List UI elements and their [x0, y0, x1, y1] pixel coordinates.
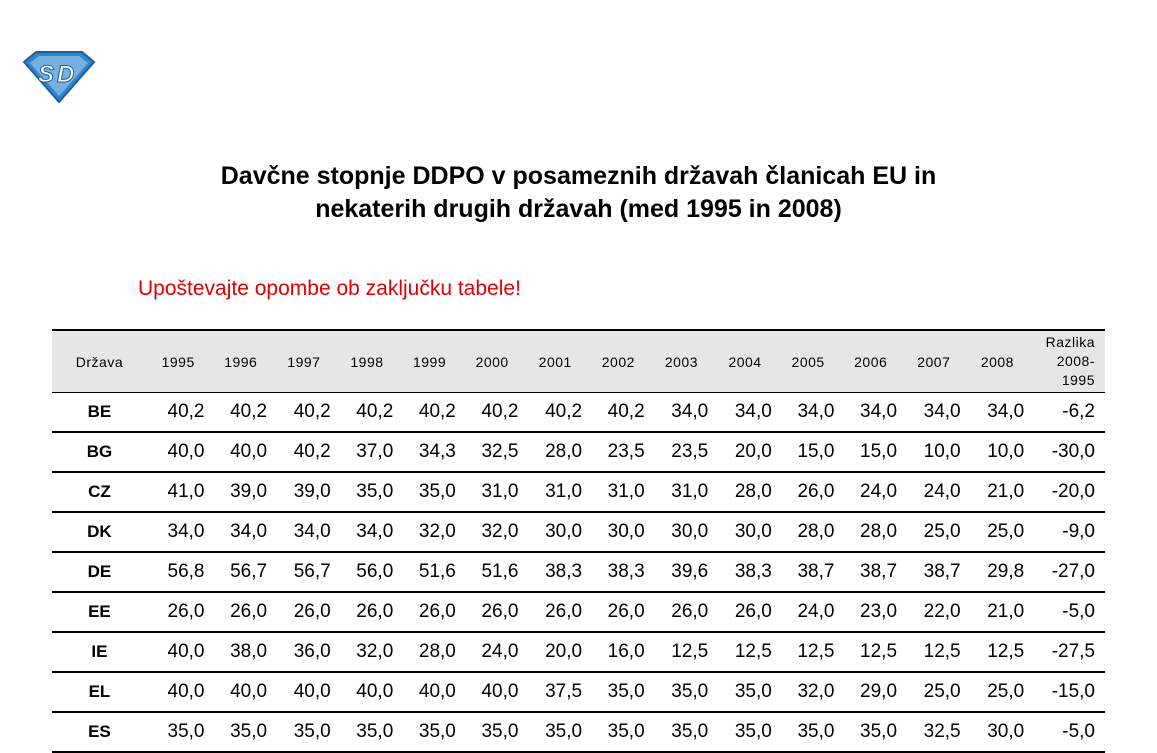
table-row: [52, 632, 1105, 672]
rate-cell: 24,0: [777, 592, 840, 632]
country-code: EE: [52, 592, 147, 632]
svg-text:S: S: [38, 61, 55, 88]
rate-cell: 34,3: [398, 432, 461, 472]
rate-cell: 39,6: [650, 552, 714, 592]
rate-cell: 15,0: [839, 432, 902, 472]
difference-cell: -15,0: [1029, 672, 1105, 712]
rate-cell: 40,2: [209, 393, 272, 433]
table-row: [52, 672, 1105, 712]
table-row: [52, 472, 1105, 512]
rate-cell: 31,0: [523, 472, 587, 512]
rate-cell: 40,2: [336, 393, 399, 433]
rate-cell: 32,0: [777, 672, 840, 712]
rate-cell: 31,0: [650, 472, 714, 512]
rate-cell: 20,0: [523, 632, 587, 672]
rate-cell: 34,0: [713, 393, 777, 433]
rate-cell: 40,0: [209, 432, 272, 472]
header-year: 1996: [209, 330, 272, 393]
rate-cell: 32,0: [461, 512, 524, 552]
table-row: [52, 712, 1105, 752]
rate-cell: 38,3: [587, 552, 650, 592]
rate-cell: 21,0: [966, 592, 1030, 632]
rate-cell: 40,0: [147, 632, 210, 672]
header-difference-line: Razlika: [1045, 334, 1095, 350]
rate-cell: 36,0: [272, 632, 336, 672]
rate-cell: 12,5: [966, 632, 1030, 672]
rate-cell: 35,0: [587, 672, 650, 712]
rate-cell: 34,0: [839, 393, 902, 433]
rate-cell: 35,0: [839, 712, 902, 752]
rate-cell: 20,0: [713, 432, 777, 472]
rate-cell: 25,0: [966, 512, 1030, 552]
rate-cell: 35,0: [398, 472, 461, 512]
rate-cell: 16,0: [587, 632, 650, 672]
rate-cell: 29,8: [966, 552, 1030, 592]
header-difference: [1029, 330, 1105, 393]
rate-cell: 35,0: [147, 712, 210, 752]
rate-cell: 26,0: [523, 592, 587, 632]
rate-cell: 28,0: [777, 512, 840, 552]
rate-cell: 35,0: [713, 712, 777, 752]
title-line-1: Davčne stopnje DDPO v posameznih državah članicah EU in: [220, 162, 937, 190]
rate-cell: 35,0: [650, 712, 714, 752]
rate-cell: 26,0: [336, 592, 399, 632]
header-year: 2007: [902, 330, 966, 393]
header-year: 2000: [461, 330, 524, 393]
rate-cell: 24,0: [839, 472, 902, 512]
title-line-2: nekaterih drugih državah (med 1995 in 2008): [315, 195, 842, 223]
rate-cell: 35,0: [209, 712, 272, 752]
country-code: IE: [52, 632, 147, 672]
rate-cell: 38,7: [777, 552, 840, 592]
rate-cell: 31,0: [587, 472, 650, 512]
rate-cell: 32,0: [336, 632, 399, 672]
rate-cell: 23,5: [587, 432, 650, 472]
difference-cell: -6,2: [1029, 393, 1105, 433]
rate-cell: 40,2: [272, 393, 336, 433]
rate-cell: 35,0: [777, 712, 840, 752]
note-text: Upoštevajte opombe ob zaključku tabele!: [138, 277, 521, 300]
header-year: 2002: [587, 330, 650, 393]
header-country: Država: [52, 330, 147, 393]
difference-cell: -5,0: [1029, 712, 1105, 752]
rate-cell: 34,0: [650, 393, 714, 433]
table-row: [52, 393, 1105, 433]
rate-cell: 38,3: [713, 552, 777, 592]
rate-cell: 12,5: [839, 632, 902, 672]
rate-cell: 26,0: [209, 592, 272, 632]
rate-cell: 34,0: [209, 512, 272, 552]
rate-cell: 39,0: [272, 472, 336, 512]
rate-cell: 12,5: [777, 632, 840, 672]
rate-cell: 24,0: [902, 472, 966, 512]
table-row: [52, 512, 1105, 552]
country-code: DK: [52, 512, 147, 552]
rate-cell: 30,0: [713, 512, 777, 552]
difference-cell: -5,0: [1029, 592, 1105, 632]
rate-cell: 35,0: [336, 472, 399, 512]
difference-cell: -27,5: [1029, 632, 1105, 672]
rate-cell: 12,5: [902, 632, 966, 672]
table-row: [52, 592, 1105, 632]
rate-cell: 40,2: [147, 393, 210, 433]
rate-cell: 40,0: [461, 672, 524, 712]
rate-cell: 26,0: [398, 592, 461, 632]
rate-cell: 26,0: [461, 592, 524, 632]
header-year: 2003: [650, 330, 714, 393]
rate-cell: 41,0: [147, 472, 210, 512]
rate-cell: 25,0: [902, 512, 966, 552]
rate-cell: 29,0: [839, 672, 902, 712]
header-year: 2006: [839, 330, 902, 393]
rate-cell: 40,2: [272, 432, 336, 472]
rate-cell: 40,2: [398, 393, 461, 433]
rate-cell: 26,0: [777, 472, 840, 512]
rate-cell: 38,3: [523, 552, 587, 592]
rate-cell: 25,0: [966, 672, 1030, 712]
rate-cell: 40,0: [147, 672, 210, 712]
header-year: 2004: [713, 330, 777, 393]
table-row: [52, 432, 1105, 472]
table-header-row: [52, 330, 1105, 393]
rate-cell: 28,0: [523, 432, 587, 472]
rate-cell: 21,0: [966, 472, 1030, 512]
rate-cell: 28,0: [398, 632, 461, 672]
rate-cell: 34,0: [147, 512, 210, 552]
rate-cell: 40,2: [461, 393, 524, 433]
rate-cell: 26,0: [147, 592, 210, 632]
tax-rate-table: [52, 329, 1105, 753]
rate-cell: 34,0: [902, 393, 966, 433]
header-difference-line: 1995: [1061, 372, 1095, 388]
header-year: 1999: [398, 330, 461, 393]
rate-cell: 56,0: [336, 552, 399, 592]
country-code: BE: [52, 393, 147, 433]
header-year: 1998: [336, 330, 399, 393]
header-year: 1997: [272, 330, 336, 393]
rate-cell: 40,0: [209, 672, 272, 712]
rate-cell: 37,5: [523, 672, 587, 712]
rate-cell: 23,0: [839, 592, 902, 632]
header-year: 2008: [966, 330, 1030, 393]
header-difference-line: 2008-: [1056, 353, 1095, 369]
difference-cell: -27,0: [1029, 552, 1105, 592]
header-year: 2001: [523, 330, 587, 393]
rate-cell: 40,0: [336, 672, 399, 712]
rate-cell: 12,5: [713, 632, 777, 672]
header-year: 1995: [147, 330, 210, 393]
rate-cell: 38,7: [902, 552, 966, 592]
rate-cell: 51,6: [461, 552, 524, 592]
rate-cell: 40,0: [272, 672, 336, 712]
sd-logo-icon: [22, 48, 96, 104]
rate-cell: 51,6: [398, 552, 461, 592]
svg-text:D: D: [57, 61, 75, 88]
rate-cell: 10,0: [902, 432, 966, 472]
rate-cell: 26,0: [587, 592, 650, 632]
rate-cell: 30,0: [587, 512, 650, 552]
rate-cell: 40,0: [398, 672, 461, 712]
rate-cell: 35,0: [650, 672, 714, 712]
rate-cell: 35,0: [523, 712, 587, 752]
country-code: ES: [52, 712, 147, 752]
rate-cell: 31,0: [461, 472, 524, 512]
rate-cell: 35,0: [398, 712, 461, 752]
header-year: 2005: [777, 330, 840, 393]
rate-cell: 22,0: [902, 592, 966, 632]
rate-cell: 34,0: [272, 512, 336, 552]
rate-cell: 30,0: [966, 712, 1030, 752]
rate-cell: 26,0: [650, 592, 714, 632]
rate-cell: 28,0: [839, 512, 902, 552]
rate-cell: 56,7: [272, 552, 336, 592]
difference-cell: -30,0: [1029, 432, 1105, 472]
rate-cell: 40,2: [587, 393, 650, 433]
rate-cell: 30,0: [523, 512, 587, 552]
rate-cell: 38,7: [839, 552, 902, 592]
rate-cell: 35,0: [587, 712, 650, 752]
rate-cell: 26,0: [272, 592, 336, 632]
rate-cell: 15,0: [777, 432, 840, 472]
rate-cell: 35,0: [336, 712, 399, 752]
country-code: DE: [52, 552, 147, 592]
rate-cell: 37,0: [336, 432, 399, 472]
page-title: [0, 160, 1157, 226]
rate-cell: 24,0: [461, 632, 524, 672]
rate-cell: 39,0: [209, 472, 272, 512]
rate-cell: 56,8: [147, 552, 210, 592]
rate-cell: 26,0: [713, 592, 777, 632]
rate-cell: 34,0: [966, 393, 1030, 433]
country-code: CZ: [52, 472, 147, 512]
rate-cell: 32,0: [398, 512, 461, 552]
rate-cell: 28,0: [713, 472, 777, 512]
country-code: EL: [52, 672, 147, 712]
rate-cell: 34,0: [777, 393, 840, 433]
rate-cell: 35,0: [272, 712, 336, 752]
rate-cell: 35,0: [713, 672, 777, 712]
rate-cell: 25,0: [902, 672, 966, 712]
rate-cell: 40,2: [523, 393, 587, 433]
rate-cell: 10,0: [966, 432, 1030, 472]
rate-cell: 30,0: [650, 512, 714, 552]
rate-cell: 12,5: [650, 632, 714, 672]
table-body: [52, 393, 1105, 753]
rate-cell: 23,5: [650, 432, 714, 472]
rate-cell: 35,0: [461, 712, 524, 752]
rate-cell: 34,0: [336, 512, 399, 552]
difference-cell: -9,0: [1029, 512, 1105, 552]
rate-cell: 56,7: [209, 552, 272, 592]
rate-cell: 32,5: [461, 432, 524, 472]
difference-cell: -20,0: [1029, 472, 1105, 512]
rate-cell: 32,5: [902, 712, 966, 752]
rate-cell: 38,0: [209, 632, 272, 672]
country-code: BG: [52, 432, 147, 472]
rate-cell: 40,0: [147, 432, 210, 472]
table-row: [52, 552, 1105, 592]
